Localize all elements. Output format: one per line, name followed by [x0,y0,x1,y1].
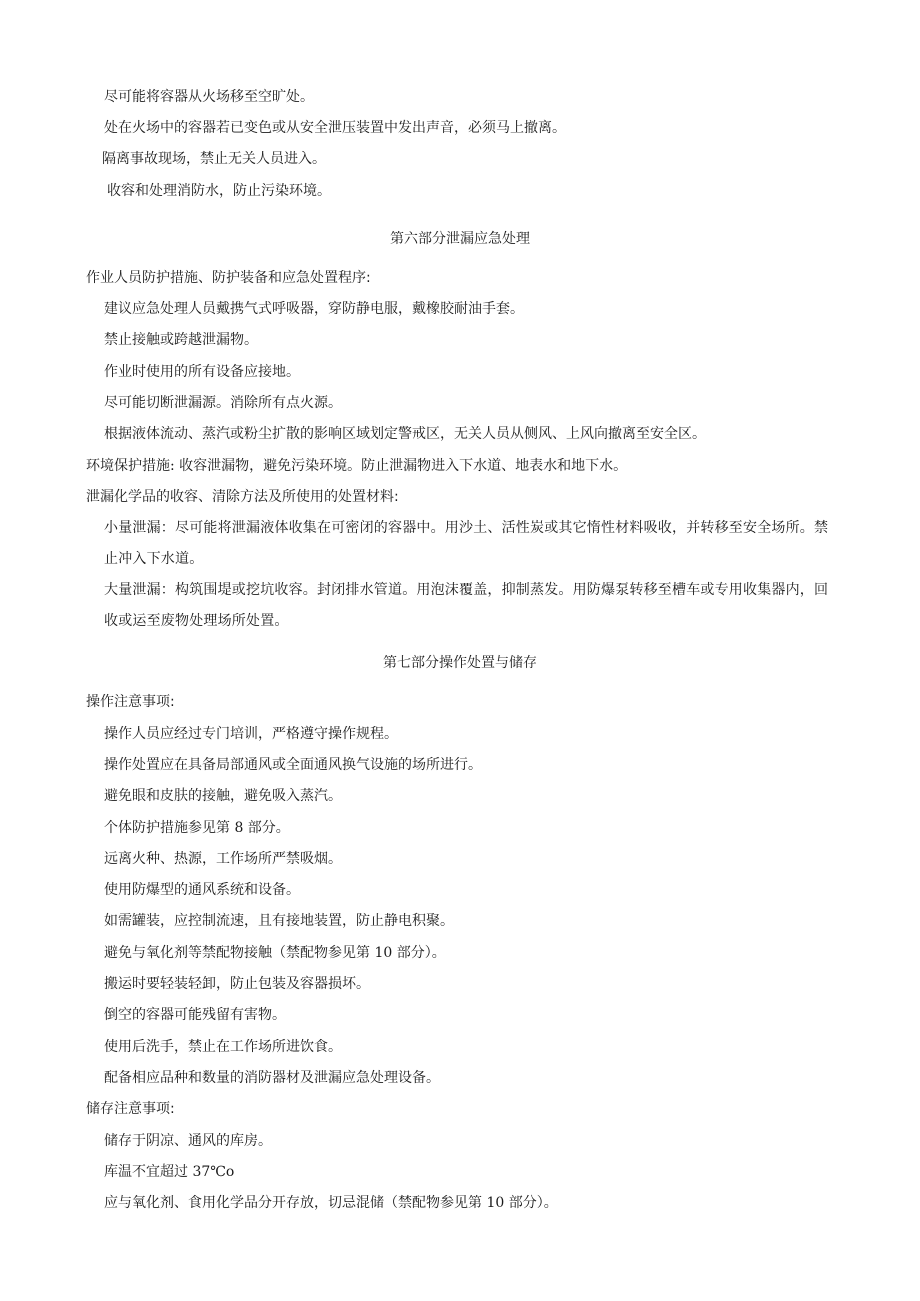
storage-label: 储存注意事项: [86,1101,175,1117]
handling-line: 操作处置应在具备局部通风或全面通风换气设施的场所进行。 [104,757,482,773]
section-7-heading: 第七部分操作处置与储存 [383,655,537,671]
storage-line: 库温不宜超过 37℃o [104,1164,235,1180]
handling-line: 远离火种、热源，工作场所严禁吸烟。 [104,851,342,867]
personal-line: 作业时使用的所有设备应接地。 [104,364,300,380]
handling-line: 个体防护措施参见第 8 部分。 [104,820,290,836]
handling-line: 避免与氧化剂等禁配物接触（禁配物参见第 10 部分）。 [104,945,446,961]
handling-line: 操作人员应经过专门培训，严格遵守操作规程。 [104,726,398,742]
env-protection-label: 环境保护措施 [86,458,170,474]
storage-line: 储存于阴凉、通风的库房。 [104,1133,272,1149]
env-protection-text: : 收容泄漏物，避免污染环境。防止泄漏物进入下水道、地表水和地下水。 [170,458,628,474]
cleanup-label: 泄漏化学品的收容、清除方法及所使用的处置材料: [86,489,399,505]
env-protection-row [86,456,627,476]
handling-line: 搬运时要轻装轻卸，防止包装及容器损坏。 [104,976,370,992]
section-6-heading: 第六部分泄漏应急处理 [390,231,530,247]
fire-line: 收容和处理消防水，防止污染环境。 [107,183,331,199]
small-spill-text: 小量泄漏：尽可能将泄漏液体收集在可密闭的容器中。用沙土、活性炭或其它惰性材料吸收，并转移至安全场所。禁止冲入下水道。 [104,520,829,567]
fire-line: 尽可能将容器从火场移至空旷处。 [104,89,314,105]
handling-line: 使用防爆型的通风系统和设备。 [104,882,300,898]
handling-line: 使用后洗手，禁止在工作场所进饮食。 [104,1039,342,1055]
large-spill-text: 大量泄漏：构筑围堤或挖坑收容。封闭排水管道。用泡沫覆盖，抑制蒸发。用防爆泵转移至槽车或专用收集器内，回收或运至废物处理场所处置。 [104,582,829,629]
personal-protection-label: 作业人员防护措施、防护装备和应急处置程序: [86,270,371,286]
handling-line: 避免眼和皮肤的接触，避免吸入蒸汽。 [104,788,342,804]
handling-line: 如需罐装，应控制流速，且有接地装置，防止静电积聚。 [104,913,454,929]
fire-line: 隔离事故现场，禁止无关人员进入。 [102,151,326,167]
storage-line: 应与氧化剂、食用化学品分开存放，切忌混储（禁配物参见第 10 部分）。 [104,1195,558,1211]
personal-line: 建议应急处理人员戴携气式呼吸器，穿防静电服，戴橡胶耐油手套。 [104,301,524,317]
fire-line: 处在火场中的容器若已变色或从安全泄压装置中发出声音，必须马上撤离。 [104,120,566,136]
handling-line: 倒空的容器可能残留有害物。 [104,1007,286,1023]
personal-line: 禁止接触或跨越泄漏物。 [104,332,258,348]
handling-line: 配备相应品种和数量的消防器材及泄漏应急处理设备。 [104,1070,440,1086]
personal-line: 根据液体流动、蒸汽或粉尘扩散的影响区域划定警戒区，无关人员从侧风、上风向撤离至安全区。 [104,426,706,442]
handling-label: 操作注意事项: [86,694,175,710]
personal-line: 尽可能切断泄漏源。消除所有点火源。 [104,395,342,411]
